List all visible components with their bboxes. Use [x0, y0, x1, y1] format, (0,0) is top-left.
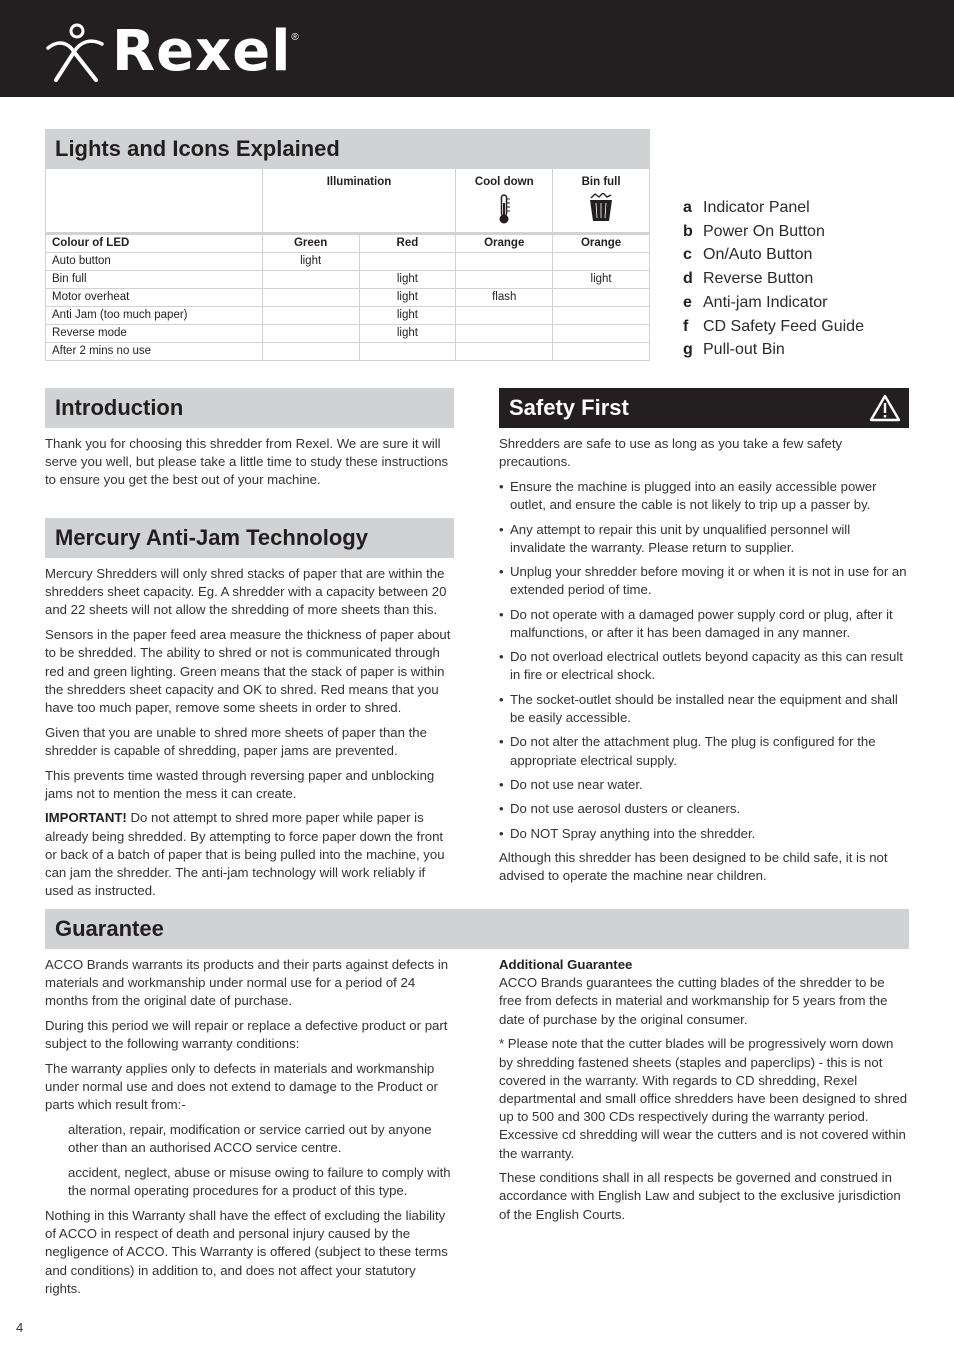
part-label: Power On Button [703, 222, 825, 240]
guarantee-body-left [45, 956, 455, 1304]
cell-red [359, 343, 456, 361]
part-key: a [683, 199, 692, 216]
rexel-logo [44, 19, 299, 84]
col-green: Green [262, 234, 359, 253]
part-label: CD Safety Feed Guide [703, 317, 864, 335]
part-label: Indicator Panel [703, 199, 810, 216]
cell-red: light [359, 307, 456, 325]
table-header-row [46, 234, 650, 253]
row-label: Bin full [46, 271, 263, 289]
safety-outro: Although this shredder has been designed to be child safe, it is not advised to operate the machine near children. [499, 850, 888, 884]
row-label: Motor overheat [46, 289, 263, 307]
head-illumination: Illumination [262, 169, 456, 234]
important-text: Do not attempt to shred more paper while paper is already being shredded. By attempting to force paper down the front or back of a batch of paper that is being pulled into the machine, you can jam the shredder. The anti-jam technology will work reliably if used as instructed. [45, 810, 445, 899]
part-label: Pull-out Bin [703, 341, 785, 359]
cell-green: light [262, 253, 359, 271]
list-item: • Do not use near water. [499, 777, 643, 793]
table-row [46, 289, 650, 307]
guarantee-title: Guarantee [45, 909, 909, 949]
safety-intro: Shredders are safe to use as long as you take a few safety precautions. [499, 436, 843, 470]
cell-orange-bin [553, 325, 650, 343]
part-key: e [683, 293, 692, 311]
part-key: g [683, 341, 693, 359]
additional-guarantee-heading: Additional Guarantee [499, 957, 633, 972]
cell-orange-cool [456, 343, 553, 361]
cell-red: light [359, 325, 456, 343]
guarantee-paragraph: During this period we will repair or replace a defective product or part subject to the following warranty conditions: [45, 1018, 448, 1052]
mercury-paragraph: Given that you are unable to shred more sheets of paper than the shredder is capable of shredding, paper jams are prevented. [45, 724, 427, 758]
cell-orange-bin: light [553, 271, 650, 289]
mercury-title: Mercury Anti-Jam Technology [45, 518, 454, 558]
list-item [683, 267, 864, 291]
col-red: Red [359, 234, 456, 253]
important-paragraph [45, 809, 455, 900]
cell-green [262, 325, 359, 343]
cell-orange-cool [456, 307, 553, 325]
safety-title-bar [499, 388, 909, 428]
mercury-paragraph: Mercury Shredders will only shred stacks of paper that are within the shredders sheet capacity. Eg. A shredder with a capacity between 20 and 22 sheets will not allow the shredding of more sheets than this. [45, 566, 447, 618]
list-item: • Unplug your shredder before moving it or when it is not in use for an extended period of time. [499, 564, 907, 598]
row-label: After 2 mins no use [46, 343, 263, 361]
thermometer-icon [496, 193, 512, 225]
list-item: • Do not overload electrical outlets beyond capacity as this can result in fire or electrical shock. [499, 649, 903, 683]
guarantee-exclusion: alteration, repair, modification or service carried out by anyone other than an authorised ACCO service centre. [68, 1122, 432, 1156]
mercury-body [45, 565, 455, 907]
cell-orange-cool: flash [456, 289, 553, 307]
cell-green [262, 343, 359, 361]
table-row [46, 307, 650, 325]
bin-full-icon [587, 193, 615, 223]
list-item: • The socket-outlet should be installed near the equipment and shall be easily accessible. [499, 691, 898, 726]
mercury-paragraph: Sensors in the paper feed area measure the thickness of paper about to be shredded. The ability to shred or not is communicated through red and green lighting. Green means that the stack of paper is within the shredders sheet capacity and OK to shred. Red means that you have too much paper, remove some sheets in order to shred. [45, 627, 451, 715]
brand-name: Rexel [112, 19, 292, 84]
cell-orange-cool [456, 325, 553, 343]
lights-section-title: Lights and Icons Explained [45, 129, 650, 169]
list-item [683, 243, 864, 267]
cell-red: light [359, 271, 456, 289]
cell-green [262, 307, 359, 325]
guarantee-paragraph: The warranty applies only to defects in materials and workmanship under normal use and does not extend to damage to the Product or parts which result from:- [45, 1061, 438, 1113]
table-row [46, 343, 650, 361]
part-key: d [683, 270, 693, 288]
safety-title: Safety First [509, 395, 629, 420]
table-row [46, 253, 650, 271]
list-item [683, 315, 864, 339]
guarantee-paragraph: ACCO Brands warrants its products and their parts against defects in materials and workmanship under normal use for a period of 24 months from the original date of purchase. [45, 957, 449, 1009]
part-label: Reverse Button [703, 270, 814, 288]
guarantee-paragraph: Nothing in this Warranty shall have the effect of excluding the liability of ACCO in respect of death and personal injury caused by the negligence of ACCO. This Warranty is offered (subject to these terms and conditions) in addition to, and does not affect your statutory rights. [45, 1207, 448, 1296]
row-label: Anti Jam (too much paper) [46, 307, 263, 325]
part-key: b [683, 222, 693, 240]
list-item [683, 220, 864, 244]
rexel-figure-icon [44, 22, 108, 84]
guarantee-exclusion: accident, neglect, abuse or misuse owing to failure to comply with the normal operating procedures for a product of this type. [68, 1165, 451, 1199]
list-item: • Do NOT Spray anything into the shredder. [499, 825, 756, 841]
registered-mark: ® [291, 32, 299, 43]
intro-paragraph: Thank you for choosing this shredder from Rexel. We are sure it will serve you well, but please take a little time to study these instructions to ensure you get the best out of your machine. [45, 436, 449, 488]
part-label: On/Auto Button [703, 246, 813, 264]
col-orange-bin: Orange [553, 234, 650, 253]
table-row [46, 271, 650, 289]
guarantee-paragraph: ACCO Brands guarantees the cutting blades of the shredder to be free from defects in material and workmanship for 5 years from the date of purchase by the original consumer. [499, 975, 888, 1027]
head-bin-full: Bin full [553, 169, 650, 234]
list-item: • Ensure the machine is plugged into an easily accessible power outlet, and ensure the cable is not likely to trip up a passer by. [499, 478, 877, 513]
table-row [46, 325, 650, 343]
warning-icon [869, 394, 901, 422]
head-cool-down: Cool down [456, 169, 553, 234]
cell-red [359, 253, 456, 271]
list-item: • Do not alter the attachment plug. The plug is configured for the appropriate electrical supply. [499, 734, 876, 768]
introduction-title: Introduction [45, 388, 454, 428]
row-label: Reverse mode [46, 325, 263, 343]
led-table [45, 168, 650, 361]
list-item [683, 338, 864, 362]
col-colour-of-led: Colour of LED [46, 234, 263, 253]
list-item [683, 196, 864, 220]
cell-red: light [359, 289, 456, 307]
part-key: c [683, 246, 692, 264]
cell-green [262, 271, 359, 289]
introduction-body [45, 435, 455, 496]
guarantee-paragraph: These conditions shall in all respects be governed and construed in accordance with English Law and subject to the exclusive jurisdiction of the English Courts. [499, 1170, 901, 1222]
guarantee-body-right [499, 956, 909, 1230]
list-item: • Any attempt to repair this unit by unqualified personnel will invalidate the warranty. Please return to supplier. [499, 521, 851, 555]
page-number: 4 [16, 1320, 24, 1335]
cell-orange-bin [553, 289, 650, 307]
cell-green [262, 289, 359, 307]
cell-orange-bin [553, 253, 650, 271]
row-label: Auto button [46, 253, 263, 271]
cell-orange-bin [553, 307, 650, 325]
list-item: • Do not operate with a damaged power supply cord or plug, after it malfunctions, or after it has been damaged in any manner. [499, 606, 893, 640]
part-key: f [683, 317, 689, 335]
parts-list [683, 196, 864, 362]
safety-body [499, 435, 909, 892]
important-label: IMPORTANT! [45, 810, 127, 826]
col-orange-cool: Orange [456, 234, 553, 253]
guarantee-paragraph: * Please note that the cutter blades will be progressively worn down by shredding fastened sheets (staples and paperclips) - this is not covered in the warranty. With regards to CD shredding, Rexel departmental and small office shredders have been designed to shred up to 500 and 300 CDs respectively during the warranty period. Excessive cd shredding will wear the cutters and is not covered within the warranty. [499, 1036, 908, 1161]
list-item: • Do not use aerosol dusters or cleaners. [499, 801, 741, 817]
page-header [0, 0, 954, 97]
table-corner-cell [46, 169, 263, 234]
cell-orange-bin [553, 343, 650, 361]
mercury-paragraph: This prevents time wasted through reversing paper and unblocking jams not to mention the mess it can create. [45, 767, 435, 801]
cell-orange-cool [456, 271, 553, 289]
cell-orange-cool [456, 253, 553, 271]
part-label: Anti-jam Indicator [703, 293, 828, 311]
list-item [683, 291, 864, 315]
